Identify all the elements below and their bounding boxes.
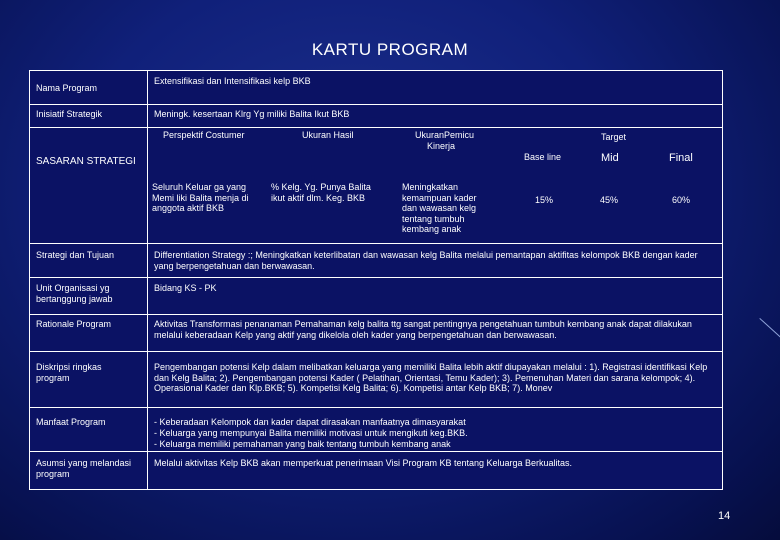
final-value: 60% [672, 195, 691, 205]
row-divider [30, 351, 722, 352]
manfaat-line: - Keluarga memiliki pemahaman yang baik tentang tumbuh kembang anak [154, 439, 451, 449]
nama-program-value: Extensifikasi dan Intensifikasi kelp BKB [154, 76, 311, 86]
ukuran-hasil-header: Ukuran Hasil [302, 130, 354, 140]
strategi-label: Strategi dan Tujuan [36, 250, 115, 260]
base-line-value: 15% [535, 195, 554, 205]
strategi-value: Differentiation Strategy :; Meningkatkan keterlibatan dan wawasan kelg Balita melalui pemantapan aktifitas kelompok BKB dengan kader yang berpengetahuan dan berwawasan. [154, 250, 698, 271]
perspektif-header: Perspektif Costumer [163, 130, 245, 140]
row-divider [30, 277, 722, 278]
manfaat-line: - Keluarga yang mempunyai Balita memiliki motivasi untuk mengikuti keg.BKB. [154, 428, 468, 438]
mid-value: 45% [600, 195, 619, 205]
ukuran-hasil-value: % Kelg. Yg. Punya Balita ikut aktif dlm. Keg. BKB [271, 182, 371, 203]
manfaat-label: Manfaat Program [36, 417, 106, 427]
diskripsi-label: Diskripsi ringkas program [36, 362, 102, 383]
mid-header: Mid [601, 152, 619, 164]
unit-label: Unit Organisasi yg bertanggung jawab [36, 283, 113, 304]
rationale-value: Aktivitas Transformasi penanaman Pemahaman kelg balita ttg sangat pentingnya pengetahuan tumbuh kembang anak dapat dilakukan melalui keberadaan Kelp yang aktif yang dikelola oleh kader yang berpengetahuan dan berwawasan. [154, 319, 692, 340]
inisiatif-label: Inisiatif Strategik [36, 109, 103, 119]
asumsi-label: Asumsi yang melandasi program [36, 458, 132, 479]
sasaran-label: SASARAN STRATEGI [36, 156, 136, 167]
page-title: KARTU PROGRAM [311, 40, 469, 59]
target-header: Target [601, 132, 627, 142]
row-divider [30, 407, 722, 408]
ukuran-pemicu-header: UkuranPemicu Kinerja [415, 130, 475, 151]
column-divider [147, 71, 148, 489]
final-header: Final [669, 152, 693, 164]
row-divider [30, 451, 722, 452]
base-line-header: Base line [524, 152, 562, 162]
unit-value: Bidang KS - PK [154, 283, 217, 293]
manfaat-line: - Keberadaan Kelompok dan kader dapat dirasakan manfaatnya dimasyarakat [154, 417, 466, 427]
row-divider [30, 243, 722, 244]
row-divider [30, 127, 722, 128]
nama-program-label: Nama Program [36, 83, 98, 93]
asumsi-value: Melalui aktivitas Kelp BKB akan memperkuat penerimaan Visi Program KB tentang Keluarga Berkualitas. [154, 458, 573, 468]
page-number: 14 [718, 510, 731, 522]
row-divider [30, 314, 722, 315]
program-card [29, 70, 723, 490]
decorative-line [759, 318, 780, 339]
ukuran-pemicu-value: Meningkatkan kemampuan kader dan wawasan kelg tentang tumbuh kembang anak [402, 182, 477, 234]
diskripsi-value: Pengembangan potensi Kelp dalam melibatkan keluarga yang memiliki Balita lebih aktif diupayakan melalui : 1). Registrasi identifikasi Kelp dan Kelg Balita; 2). Pengembangan potensi Kader ( Pelatihan, Orientasi, Temu Kader); 3). Pemenuhan Materi dan sarana kelompok; 4). Operasional Kader dan Klp.BKB; 5). Kompetisi Kelg Balita; 6). Kompetisi antar Kelp BKB; 7). Monev [154, 362, 708, 393]
rationale-label: Rationale Program [36, 319, 112, 329]
inisiatif-value: Meningk. kesertaan Klrg Yg miliki Balita Ikut BKB [154, 109, 350, 119]
perspektif-value: Seluruh Keluar ga yang Memi liki Balita menja di anggota aktif BKB [152, 182, 249, 213]
row-divider [30, 104, 722, 105]
